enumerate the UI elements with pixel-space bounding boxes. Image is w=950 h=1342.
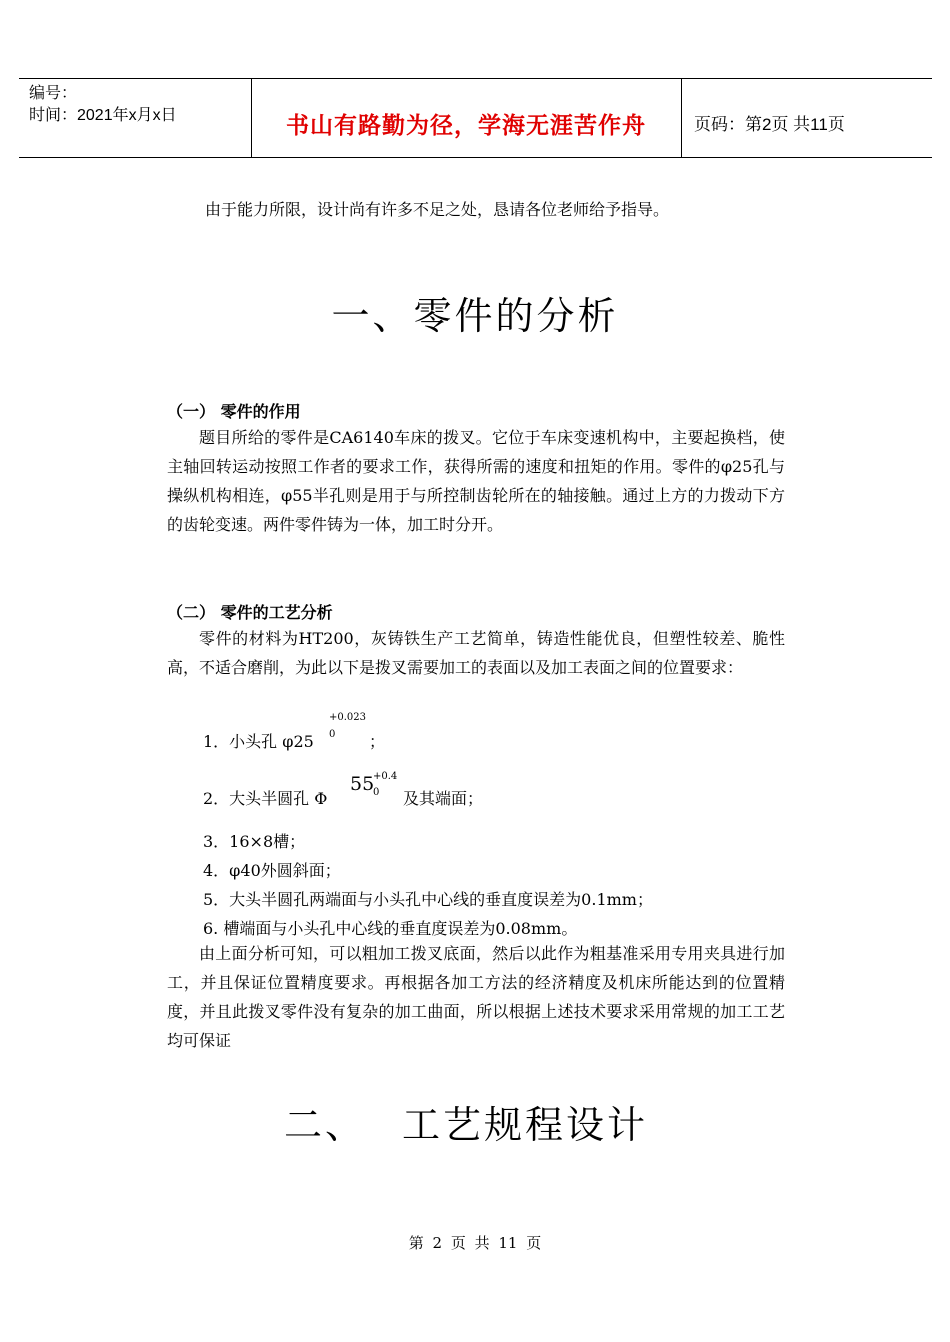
intro-text: 由于能力所限，设计尚有许多不足之处，恳请各位老师给予指导。 (205, 200, 670, 219)
section-2-number: 二、 (284, 1103, 367, 1147)
page-footer: 第 2 页 共 11 页 (408, 1234, 542, 1252)
requirement-5: 5．大头半圆孔两端面与小头孔中心线的垂直度误差为0.1mm； (203, 890, 653, 909)
header-motto-cell (251, 79, 682, 157)
section-2-title: 工艺规程设计 (402, 1103, 649, 1147)
requirement-2-upper-tolerance: +0.4 (373, 771, 398, 782)
requirement-2-tail: 及其端面； (403, 789, 484, 808)
subsection-2-heading: （二） 零件的工艺分析 (167, 603, 333, 622)
document-time-label: 时间：2021年x月x日 (29, 107, 177, 124)
requirement-2-dimension: 55 (350, 773, 375, 795)
header-info-cell (19, 79, 252, 157)
subsection-2-paragraph: 零件的材料为HT200，灰铸铁生产工艺简单，铸造性能优良，但塑性较差、脆性高，不适合磨削，为此以下是拨叉需要加工的表面以及加工表面之间的位置要求： (167, 629, 785, 677)
requirement-6: 6. 槽端面与小头孔中心线的垂直度误差为0.08mm。 (203, 919, 578, 938)
requirement-1-text: 1．小头孔 φ25 (203, 732, 314, 751)
header-page-cell (682, 79, 932, 157)
subsection-1-paragraph: 题目所给的零件是CA6140车床的拨叉。它位于车床变速机构中，主要起换档，使主轴回转运动按照工作者的要求工作，获得所需的速度和扭矩的作用。零件的φ25孔与操纵机构相连，φ55半孔则是用于与所控制齿轮所在的轴接触。通过上方的力拨动下方的齿轮变速。两件零件铸为一体，加工时分开。 (167, 428, 785, 534)
requirement-1-lower-tolerance: 0 (329, 729, 336, 740)
requirement-1 (203, 729, 314, 752)
requirement-3: 3．16×8槽； (203, 832, 306, 851)
requirement-2-text: 2．大头半圆孔 Φ (203, 789, 328, 808)
header-page-number: 页码：第2页 共11页 (694, 115, 845, 134)
requirement-2-lower-tolerance: 0 (373, 787, 380, 798)
requirement-1-upper-tolerance: +0.023 (329, 712, 367, 723)
section-1-title: 一、零件的分析 (331, 294, 619, 338)
analysis-conclusion: 由上面分析可知，可以粗加工拨叉底面，然后以此作为粗基准采用专用夹具进行加工，并且保证位置精度要求。再根据各加工方法的经济精度及机床所能达到的位置精度，并且此拨叉零件没有复杂的加工曲面，所以根据上述技术要求采用常规的加工工艺均可保证 (167, 944, 785, 1050)
subsection-1-heading: （一） 零件的作用 (167, 402, 301, 421)
requirement-4: 4．φ40外圆斜面； (203, 861, 341, 880)
page-header (19, 78, 932, 158)
header-motto: 书山有路勤为径，学海无涯苦作舟 (286, 113, 646, 139)
requirement-2 (203, 786, 327, 809)
requirement-1-tail: ； (369, 732, 386, 751)
document-number-label: 编号： (29, 85, 78, 102)
